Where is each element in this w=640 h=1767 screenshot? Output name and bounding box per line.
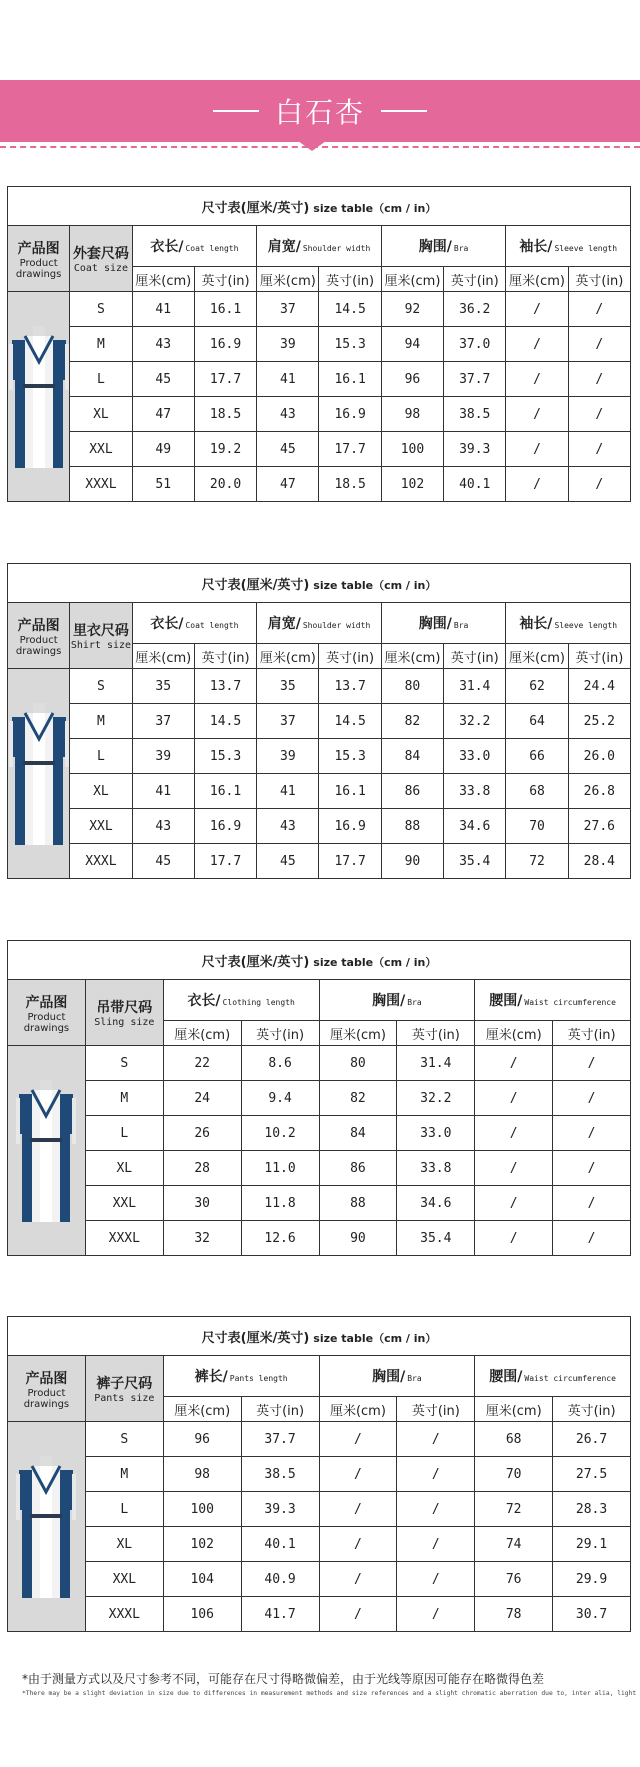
unit-cm: 厘米(cm) [475, 1397, 553, 1422]
table-cell: 41 [132, 292, 194, 327]
table-cell: 27.5 [553, 1457, 631, 1492]
unit-cm: 厘米(cm) [163, 1021, 241, 1046]
table-row [8, 1116, 631, 1151]
table-caption: 尺寸表(厘米/英寸) size table（cm / in） [8, 187, 631, 226]
table-cell: 41 [132, 774, 194, 809]
unit-cm: 厘米(cm) [475, 1021, 553, 1046]
unit-cm: 厘米(cm) [506, 267, 568, 292]
table-cell: 98 [381, 397, 443, 432]
table-cell: 41 [257, 774, 319, 809]
table-cell: 94 [381, 327, 443, 362]
table-cell: 84 [319, 1116, 397, 1151]
table-cell: / [553, 1081, 631, 1116]
product-drawing [16, 1452, 76, 1602]
unit-cm: 厘米(cm) [257, 267, 319, 292]
table-cell: 96 [381, 362, 443, 397]
table-cell: 102 [163, 1527, 241, 1562]
unit-in: 英寸(in) [319, 644, 381, 669]
product-drawing [9, 699, 69, 849]
product-drawings-header: 产品图 Product drawings [8, 603, 70, 669]
table-cell: / [568, 292, 630, 327]
table-cell: 16.1 [194, 774, 256, 809]
table-cell: 15.3 [319, 739, 381, 774]
product-drawings-header: 产品图 Product drawings [8, 1356, 86, 1422]
table-cell: 62 [506, 669, 568, 704]
table-row [8, 1422, 631, 1457]
table-cell: 20.0 [194, 467, 256, 502]
table-cell: 41.7 [241, 1597, 319, 1632]
table-cell: 38.5 [241, 1457, 319, 1492]
table-cell: / [568, 327, 630, 362]
table-cell: 17.7 [194, 844, 256, 879]
product-drawing [9, 322, 69, 472]
size-column-header: 外套尺码 Coat size [70, 226, 132, 292]
table-cell: 28.3 [553, 1492, 631, 1527]
table-row [8, 1527, 631, 1562]
table-cell: 19.2 [194, 432, 256, 467]
product-drawings-header: 产品图 Product drawings [8, 226, 70, 292]
product-drawing-cell [8, 669, 70, 879]
table-cell: 70 [506, 809, 568, 844]
size-column-header: 裤子尺码 Pants size [85, 1356, 163, 1422]
table-cell: 64 [506, 704, 568, 739]
table-cell: 15.3 [194, 739, 256, 774]
table-cell: / [397, 1562, 475, 1597]
table-cell: 26 [163, 1116, 241, 1151]
size-label: L [85, 1116, 163, 1151]
product-drawing-cell [8, 1422, 86, 1632]
size-label: XXXL [85, 1221, 163, 1256]
unit-in: 英寸(in) [568, 644, 630, 669]
table-cell: / [553, 1046, 631, 1081]
table-cell: 16.1 [319, 774, 381, 809]
table-cell: 36.2 [444, 292, 506, 327]
table-cell: 88 [319, 1186, 397, 1221]
unit-cm: 厘米(cm) [163, 1397, 241, 1422]
size-column-header: 吊带尺码 Sling size [85, 980, 163, 1046]
size-label: XXXL [85, 1597, 163, 1632]
table-cell: 39 [257, 327, 319, 362]
table-cell: 45 [132, 844, 194, 879]
measure-header: 腰围/ Waist circumference [475, 1356, 631, 1397]
table-cell: 9.4 [241, 1081, 319, 1116]
table-cell: 16.9 [194, 809, 256, 844]
table-cell: 80 [319, 1046, 397, 1081]
size-label: XL [85, 1151, 163, 1186]
size-table-2 [7, 563, 631, 879]
table-cell: 66 [506, 739, 568, 774]
table-cell: / [475, 1221, 553, 1256]
table-row [8, 1081, 631, 1116]
table-row [8, 467, 631, 502]
unit-in: 英寸(in) [553, 1397, 631, 1422]
table-cell: 100 [163, 1492, 241, 1527]
table-cell: 37.0 [444, 327, 506, 362]
table-cell: 68 [475, 1422, 553, 1457]
unit-in: 英寸(in) [568, 267, 630, 292]
table-cell: 39.3 [444, 432, 506, 467]
table-cell: 72 [506, 844, 568, 879]
unit-in: 英寸(in) [444, 644, 506, 669]
table-cell: 17.7 [319, 844, 381, 879]
table-cell: / [319, 1597, 397, 1632]
table-cell: / [319, 1457, 397, 1492]
table-cell: 37.7 [444, 362, 506, 397]
table-caption: 尺寸表(厘米/英寸) size table（cm / in） [8, 564, 631, 603]
table-cell: 43 [257, 809, 319, 844]
table-row [8, 292, 631, 327]
table-cell: / [506, 467, 568, 502]
table-cell: 35 [132, 669, 194, 704]
table-cell: 34.6 [397, 1186, 475, 1221]
table-cell: 98 [163, 1457, 241, 1492]
measure-header: 胸围/ Bra [319, 980, 475, 1021]
table-cell: 82 [319, 1081, 397, 1116]
title-banner-content [0, 80, 640, 142]
table-cell: 34.6 [444, 809, 506, 844]
unit-cm: 厘米(cm) [132, 644, 194, 669]
table-cell: 90 [319, 1221, 397, 1256]
measure-header: 胸围/ Bra [381, 603, 506, 644]
table-caption: 尺寸表(厘米/英寸) size table（cm / in） [8, 1317, 631, 1356]
table-cell: 11.0 [241, 1151, 319, 1186]
table-cell: 14.5 [194, 704, 256, 739]
table-cell: 39 [132, 739, 194, 774]
table-cell: 41 [257, 362, 319, 397]
table-cell: 70 [475, 1457, 553, 1492]
size-label: XXL [70, 809, 132, 844]
size-label: M [85, 1081, 163, 1116]
unit-in: 英寸(in) [194, 644, 256, 669]
table-cell: 39 [257, 739, 319, 774]
table-cell: / [506, 432, 568, 467]
table-cell: 49 [132, 432, 194, 467]
table-cell: 82 [381, 704, 443, 739]
table-row [8, 327, 631, 362]
size-column-header: 里衣尺码 Shirt size [70, 603, 132, 669]
table-cell: 35.4 [397, 1221, 475, 1256]
size-label: M [70, 327, 132, 362]
table-cell: 10.2 [241, 1116, 319, 1151]
measure-header: 肩宽/ Shoulder width [257, 226, 382, 267]
unit-in: 英寸(in) [397, 1021, 475, 1046]
table-cell: / [475, 1116, 553, 1151]
left-rule [213, 110, 259, 112]
table-cell: / [506, 397, 568, 432]
table-cell: 72 [475, 1492, 553, 1527]
note-en: *There may be a slight deviation in size due to differences in measurement methods and size references and a slight chromatic aberration due to, inter alia, light [22, 1690, 637, 1697]
measure-header: 裤长/ Pants length [163, 1356, 319, 1397]
table-cell: 76 [475, 1562, 553, 1597]
table-cell: 74 [475, 1527, 553, 1562]
table-cell: 14.5 [319, 704, 381, 739]
table-cell: / [397, 1457, 475, 1492]
table-cell: 32.2 [444, 704, 506, 739]
unit-in: 英寸(in) [444, 267, 506, 292]
unit-in: 英寸(in) [397, 1397, 475, 1422]
table-cell: 26.0 [568, 739, 630, 774]
table-cell: / [319, 1422, 397, 1457]
size-label: S [70, 292, 132, 327]
table-row [8, 1562, 631, 1597]
table-caption: 尺寸表(厘米/英寸) size table（cm / in） [8, 941, 631, 980]
table-row [8, 809, 631, 844]
table-cell: / [553, 1186, 631, 1221]
unit-in: 英寸(in) [241, 1397, 319, 1422]
table-cell: 24 [163, 1081, 241, 1116]
size-label: S [70, 669, 132, 704]
product-drawing-cell [8, 292, 70, 502]
table-cell: / [568, 467, 630, 502]
table-cell: 22 [163, 1046, 241, 1081]
size-label: L [70, 362, 132, 397]
table-row [8, 1597, 631, 1632]
size-label: L [85, 1492, 163, 1527]
table-cell: 37.7 [241, 1422, 319, 1457]
table-cell: / [397, 1422, 475, 1457]
table-cell: 33.0 [444, 739, 506, 774]
table-cell: 90 [381, 844, 443, 879]
table-cell: 25.2 [568, 704, 630, 739]
unit-cm: 厘米(cm) [381, 644, 443, 669]
size-label: XL [70, 774, 132, 809]
table-cell: 31.4 [444, 669, 506, 704]
table-cell: 51 [132, 467, 194, 502]
product-drawings-header: 产品图 Product drawings [8, 980, 86, 1046]
table-cell: / [319, 1562, 397, 1597]
measure-header: 衣长/ Coat length [132, 226, 257, 267]
unit-cm: 厘米(cm) [319, 1397, 397, 1422]
note-zh: *由于测量方式以及尺寸参考不同，可能存在尺寸得略微偏差，由于光线等原因可能存在略微得色差 [22, 1672, 545, 1686]
table-cell: 43 [132, 327, 194, 362]
table-cell: 37 [257, 292, 319, 327]
table-cell: 45 [132, 362, 194, 397]
table-cell: 12.6 [241, 1221, 319, 1256]
table-row [8, 432, 631, 467]
size-label: XXL [85, 1562, 163, 1597]
table-cell: 33.8 [397, 1151, 475, 1186]
size-label: S [85, 1422, 163, 1457]
table-cell: 104 [163, 1562, 241, 1597]
size-table-1 [7, 186, 631, 502]
table-row [8, 1186, 631, 1221]
table-row [8, 1151, 631, 1186]
table-cell: 84 [381, 739, 443, 774]
unit-cm: 厘米(cm) [257, 644, 319, 669]
table-cell: 16.9 [194, 327, 256, 362]
size-label: M [70, 704, 132, 739]
table-cell: 96 [163, 1422, 241, 1457]
table-cell: 37 [132, 704, 194, 739]
measure-header: 袖长/ Sleeve length [506, 603, 631, 644]
measure-header: 腰围/ Waist circumference [475, 980, 631, 1021]
table-cell: 80 [381, 669, 443, 704]
table-cell: / [319, 1492, 397, 1527]
table-cell: 11.8 [241, 1186, 319, 1221]
table-cell: 30 [163, 1186, 241, 1221]
table-cell: / [475, 1081, 553, 1116]
table-cell: 39.3 [241, 1492, 319, 1527]
table-cell: 29.1 [553, 1527, 631, 1562]
table-cell: 30.7 [553, 1597, 631, 1632]
table-cell: 16.9 [319, 397, 381, 432]
table-cell: 78 [475, 1597, 553, 1632]
table-row [8, 739, 631, 774]
table-cell: 18.5 [194, 397, 256, 432]
size-label: XXL [85, 1186, 163, 1221]
unit-cm: 厘米(cm) [506, 644, 568, 669]
table-cell: 26.7 [553, 1422, 631, 1457]
table-cell: 40.9 [241, 1562, 319, 1597]
table-cell: 35 [257, 669, 319, 704]
table-cell: 33.8 [444, 774, 506, 809]
table-row [8, 1492, 631, 1527]
table-cell: 31.4 [397, 1046, 475, 1081]
table-cell: 24.4 [568, 669, 630, 704]
table-cell: / [397, 1597, 475, 1632]
table-cell: 27.6 [568, 809, 630, 844]
table-cell: 47 [132, 397, 194, 432]
table-cell: 16.9 [319, 809, 381, 844]
table-row [8, 1046, 631, 1081]
unit-in: 英寸(in) [241, 1021, 319, 1046]
measure-header: 衣长/ Clothing length [163, 980, 319, 1021]
table-cell: / [553, 1116, 631, 1151]
measure-header: 袖长/ Sleeve length [506, 226, 631, 267]
table-cell: 32 [163, 1221, 241, 1256]
unit-in: 英寸(in) [553, 1021, 631, 1046]
table-cell: 17.7 [319, 432, 381, 467]
table-cell: / [475, 1151, 553, 1186]
unit-in: 英寸(in) [319, 267, 381, 292]
table-cell: 102 [381, 467, 443, 502]
measure-header: 肩宽/ Shoulder width [257, 603, 382, 644]
table-cell: 40.1 [241, 1527, 319, 1562]
banner-dashed-line [0, 146, 640, 148]
unit-cm: 厘米(cm) [381, 267, 443, 292]
page-title: 白石杏 [274, 96, 365, 129]
size-table-3 [7, 940, 631, 1256]
table-row [8, 844, 631, 879]
table-cell: 106 [163, 1597, 241, 1632]
table-cell: / [475, 1186, 553, 1221]
table-row [8, 774, 631, 809]
table-cell: 16.1 [194, 292, 256, 327]
unit-cm: 厘米(cm) [132, 267, 194, 292]
table-cell: 40.1 [444, 467, 506, 502]
table-cell: 32.2 [397, 1081, 475, 1116]
measure-header: 衣长/ Coat length [132, 603, 257, 644]
table-cell: 86 [381, 774, 443, 809]
table-cell: / [568, 397, 630, 432]
right-rule [381, 110, 427, 112]
table-cell: 43 [132, 809, 194, 844]
table-row [8, 1457, 631, 1492]
table-cell: 16.1 [319, 362, 381, 397]
table-row [8, 669, 631, 704]
table-cell: 38.5 [444, 397, 506, 432]
table-cell: 28 [163, 1151, 241, 1186]
table-cell: 35.4 [444, 844, 506, 879]
table-cell: 92 [381, 292, 443, 327]
size-label: XXL [70, 432, 132, 467]
table-cell: / [553, 1151, 631, 1186]
product-drawing [16, 1076, 76, 1226]
table-cell: 18.5 [319, 467, 381, 502]
table-cell: 14.5 [319, 292, 381, 327]
table-cell: / [506, 362, 568, 397]
size-table-4 [7, 1316, 631, 1632]
table-cell: 86 [319, 1151, 397, 1186]
table-cell: 13.7 [194, 669, 256, 704]
size-label: XL [70, 397, 132, 432]
size-label: XL [85, 1527, 163, 1562]
table-cell: 29.9 [553, 1562, 631, 1597]
table-cell: / [568, 362, 630, 397]
size-label: L [70, 739, 132, 774]
table-cell: 37 [257, 704, 319, 739]
measure-header: 胸围/ Bra [319, 1356, 475, 1397]
size-label: S [85, 1046, 163, 1081]
measure-header: 胸围/ Bra [381, 226, 506, 267]
table-cell: 8.6 [241, 1046, 319, 1081]
table-row [8, 704, 631, 739]
table-cell: 28.4 [568, 844, 630, 879]
table-cell: 45 [257, 432, 319, 467]
size-label: M [85, 1457, 163, 1492]
table-cell: 15.3 [319, 327, 381, 362]
size-label: XXXL [70, 467, 132, 502]
table-row [8, 1221, 631, 1256]
table-cell: / [319, 1527, 397, 1562]
table-cell: / [397, 1527, 475, 1562]
table-cell: 33.0 [397, 1116, 475, 1151]
table-cell: / [553, 1221, 631, 1256]
table-cell: 43 [257, 397, 319, 432]
table-cell: / [397, 1492, 475, 1527]
table-cell: / [475, 1046, 553, 1081]
table-cell: 88 [381, 809, 443, 844]
table-cell: 68 [506, 774, 568, 809]
table-cell: / [506, 292, 568, 327]
table-cell: 47 [257, 467, 319, 502]
table-row [8, 397, 631, 432]
table-cell: 45 [257, 844, 319, 879]
table-cell: 26.8 [568, 774, 630, 809]
table-cell: 100 [381, 432, 443, 467]
table-cell: / [506, 327, 568, 362]
table-row [8, 362, 631, 397]
table-cell: 13.7 [319, 669, 381, 704]
size-label: XXXL [70, 844, 132, 879]
product-drawing-cell [8, 1046, 86, 1256]
unit-cm: 厘米(cm) [319, 1021, 397, 1046]
unit-in: 英寸(in) [194, 267, 256, 292]
table-cell: / [568, 432, 630, 467]
table-cell: 17.7 [194, 362, 256, 397]
